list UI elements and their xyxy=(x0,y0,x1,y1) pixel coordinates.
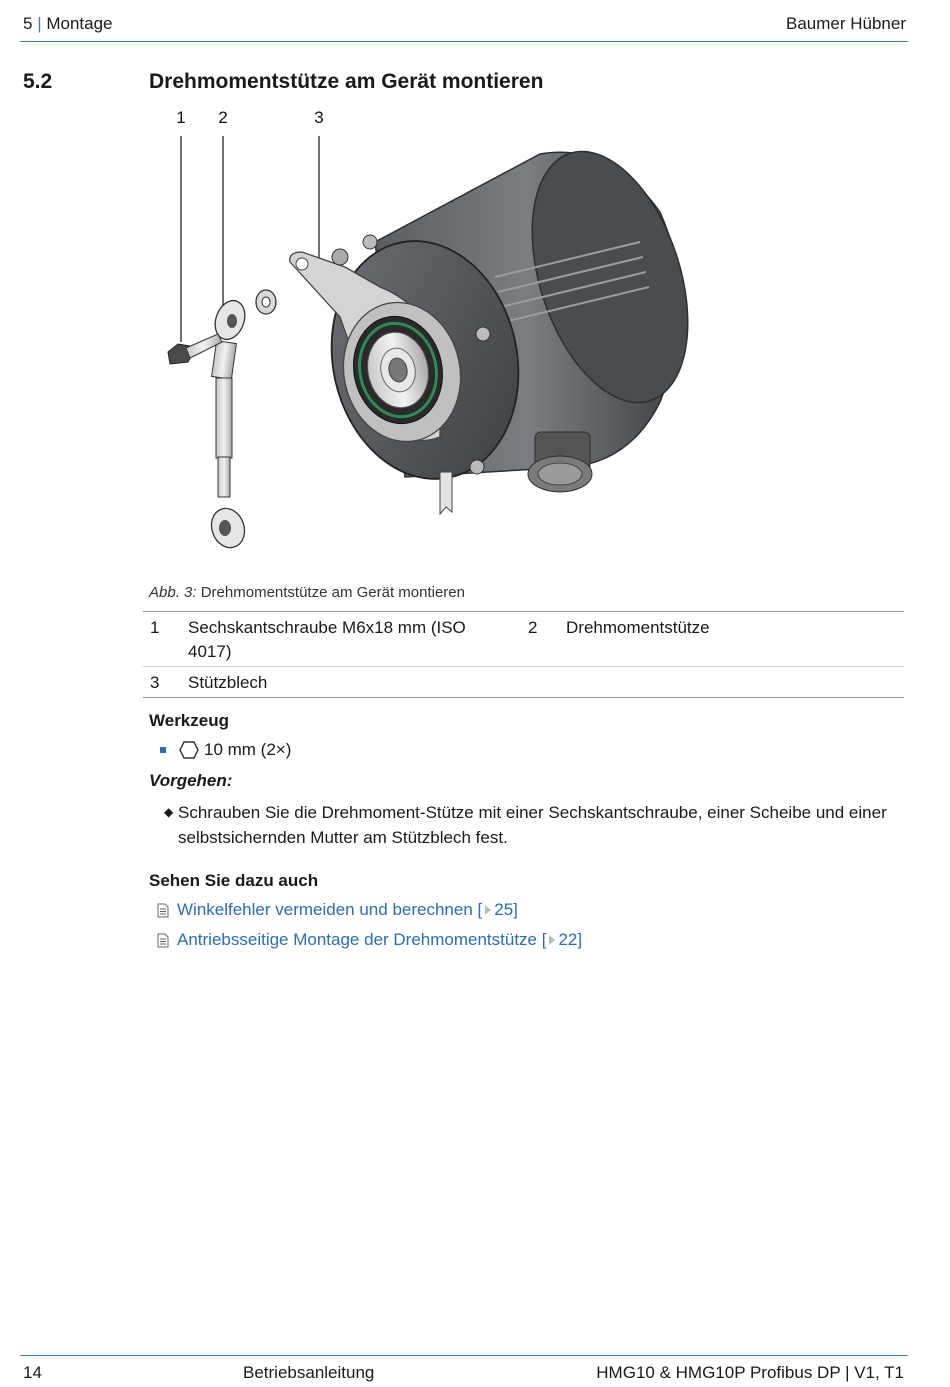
legend-table xyxy=(143,611,904,698)
caption-label: Abb. 3: xyxy=(149,584,197,601)
header-separator: | xyxy=(37,14,42,33)
callout-3: 3 xyxy=(314,108,324,127)
legend-row xyxy=(143,612,904,667)
link-text[interactable]: Antriebsseitige Montage der Drehmomentstütze [ xyxy=(177,930,547,949)
see-also-link[interactable] xyxy=(157,930,582,950)
caption-text: Drehmomentstütze am Gerät montieren xyxy=(200,584,465,601)
page-footer xyxy=(20,1355,908,1387)
see-also-link[interactable] xyxy=(157,900,518,920)
tool-list-item xyxy=(160,740,291,760)
diamond-bullet-icon: ◆ xyxy=(164,805,174,819)
header-brand: Baumer Hübner xyxy=(785,14,906,33)
header-chapter xyxy=(23,14,113,34)
legend-text: Sechskantschraube M6x18 mm (ISO 4017) xyxy=(188,618,466,661)
hex-wrench-icon xyxy=(179,741,199,759)
tools-heading: Werkzeug xyxy=(149,711,229,730)
page-ref-arrow-icon xyxy=(548,934,556,946)
procedure-heading: Vorgehen: xyxy=(149,771,233,790)
link-page[interactable]: 25] xyxy=(494,900,518,919)
product-name: HMG10 & HMG10P Profibus DP | V1, T1 xyxy=(596,1363,904,1382)
page-ref-arrow-icon xyxy=(484,904,492,916)
callout-1: 1 xyxy=(176,108,186,127)
document-icon xyxy=(157,933,169,948)
legend-text: Stützblech xyxy=(188,673,268,692)
bullet-square-icon xyxy=(160,747,166,753)
legend-number: 1 xyxy=(150,618,160,637)
chapter-number: 5 xyxy=(23,14,33,33)
legend-row xyxy=(143,667,904,697)
section-number: 5.2 xyxy=(23,70,53,93)
page-number: 14 xyxy=(23,1363,42,1382)
document-type: Betriebsanleitung xyxy=(243,1363,375,1382)
torque-arm xyxy=(206,296,250,552)
link-page[interactable]: 22] xyxy=(558,930,583,949)
section-title: Drehmomentstütze am Gerät montieren xyxy=(149,70,544,93)
legend-number: 2 xyxy=(528,618,538,637)
see-also-heading: Sehen Sie dazu auch xyxy=(149,871,319,890)
tool-size: 10 mm (2×) xyxy=(204,740,292,759)
document-icon xyxy=(157,903,169,918)
legend-text: Drehmomentstütze xyxy=(566,618,710,637)
washer xyxy=(256,290,276,314)
link-text[interactable]: Winkelfehler vermeiden und berechnen [ xyxy=(177,900,483,919)
figure-caption xyxy=(149,584,465,601)
legend-number: 3 xyxy=(150,673,160,692)
callout-2: 2 xyxy=(218,108,228,127)
encoder-assembly-figure xyxy=(140,102,700,572)
chapter-title: Montage xyxy=(46,14,113,33)
page-header xyxy=(20,14,908,42)
procedure-step-text: Schrauben Sie die Drehmoment-Stütze mit einer Sechskantschraube, einer Scheibe und einer selbstsichernden Mutter am Stützblech fest. xyxy=(178,803,887,847)
